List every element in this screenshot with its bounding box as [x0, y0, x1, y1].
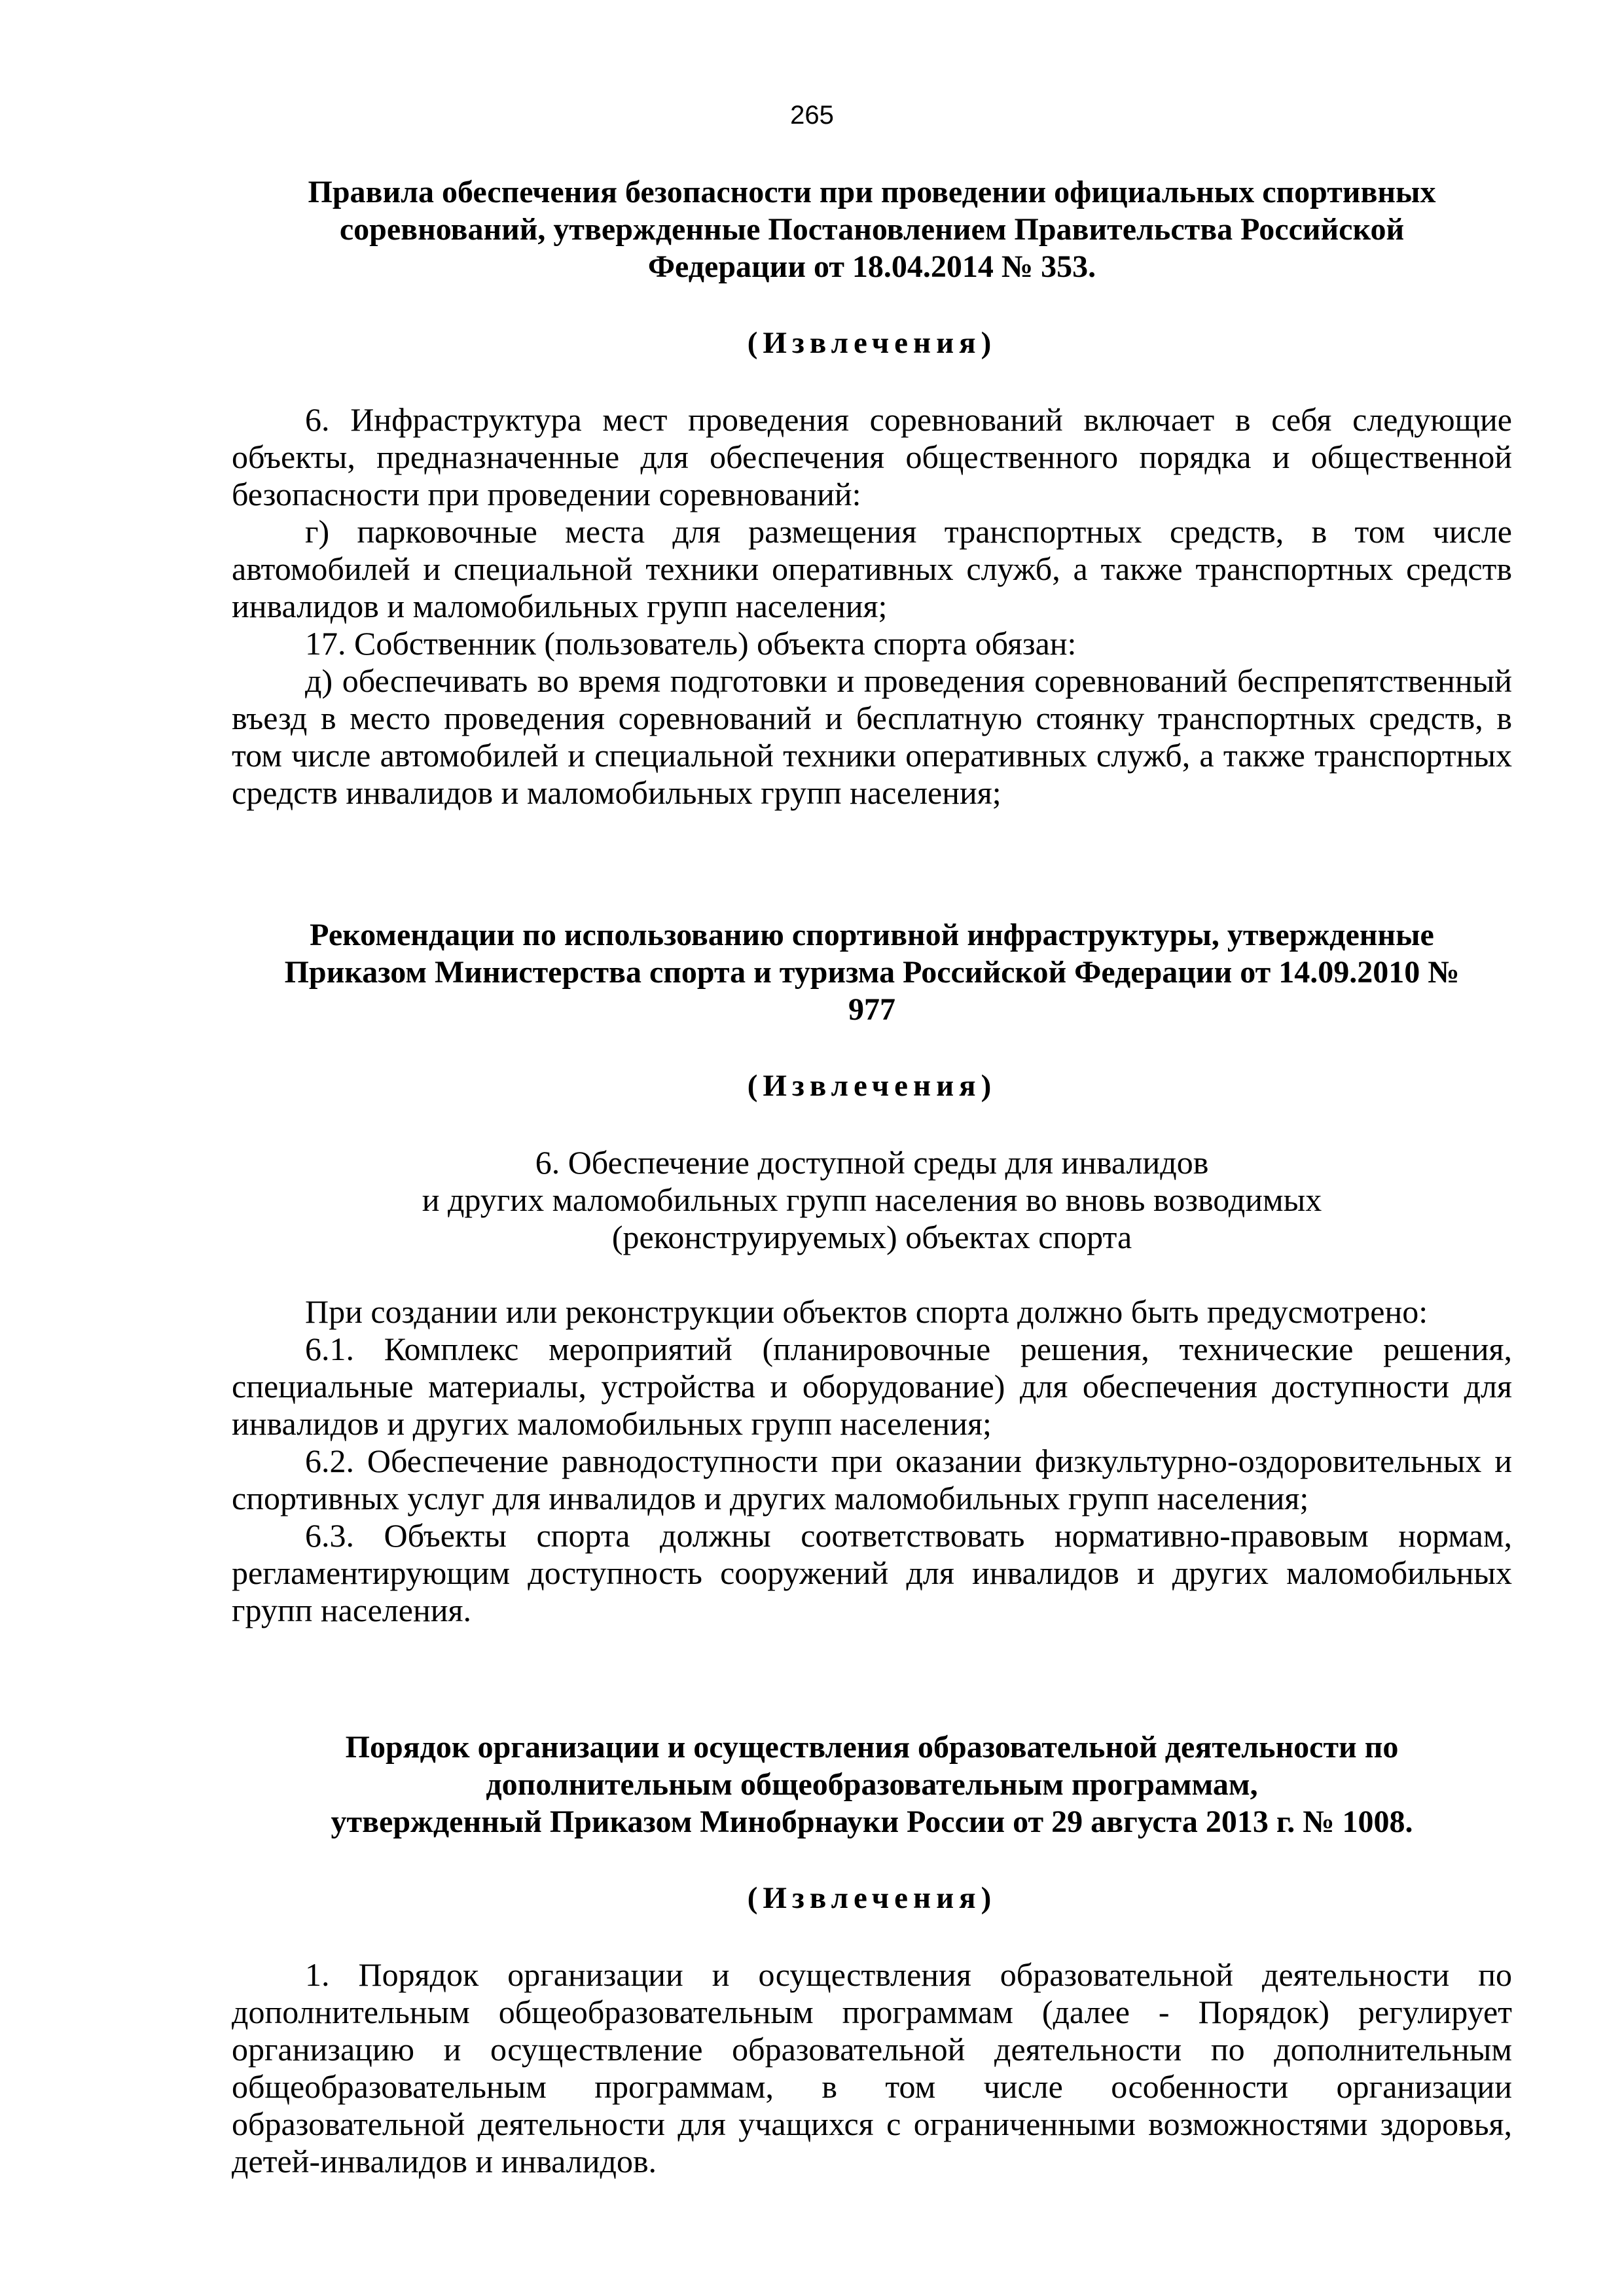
section-security-rules — [232, 173, 1512, 812]
section-title-line: соревнований, утвержденные Постановлением Правительства Российской — [339, 212, 1405, 247]
section-title-line: Приказом Министерства спорта и туризма Российской Федерации от 14.09.2010 № — [284, 955, 1460, 990]
section-sport-infrastructure-recommendations — [232, 916, 1512, 1629]
section-title-line: дополнительным общеобразовательным программам, — [486, 1767, 1258, 1802]
section-title — [232, 173, 1512, 285]
section-education-procedure — [232, 1729, 1512, 2180]
subheading-line: и других маломобильных групп населения во вновь возводимых — [422, 1181, 1322, 1218]
section-title-line: Федерации от 18.04.2014 № 353. — [647, 249, 1096, 284]
extract-label: (Извлечения) — [747, 1069, 997, 1103]
subheading-line: 6. Обеспечение доступной среды для инвалидов — [535, 1144, 1209, 1181]
subheading-line: (реконструируемых) объектах спорта — [611, 1219, 1132, 1255]
section-title-line: утвержденный Приказом Минобрнауки России от 29 августа 2013 г. № 1008. — [331, 1804, 1413, 1839]
section-title-line: Порядок организации и осуществления образовательной деятельности по — [345, 1730, 1399, 1765]
document-body — [232, 173, 1512, 2180]
paragraph: При создании или реконструкции объектов спорта должно быть предусмотрено: — [305, 1293, 1428, 1330]
page-number: 265 — [790, 101, 834, 130]
paragraph: г) парковочные места для размещения транспортных средств, в том числе автомобилей и специальной техники оперативных служб, а также транспортных средств инвалидов и маломобильных групп населения; — [232, 513, 1512, 624]
paragraph: 6.2. Обеспечение равнодоступности при оказании физкультурно-оздоровительных и спортивных услуг для инвалидов и других маломобильных групп населения; — [232, 1443, 1512, 1516]
section-title-line: Правила обеспечения безопасности при проведении официальных спортивных — [308, 175, 1436, 209]
subheading — [232, 1144, 1512, 1256]
section-title-line: Рекомендации по использованию спортивной инфраструктуры, утвержденные — [310, 918, 1434, 952]
section-title — [232, 916, 1512, 1028]
paragraph: 6. Инфраструктура мест проведения соревнований включает в себя следующие объекты, предназначенные для обеспечения общественного порядка и общественной безопасности при проведении соревнований: — [232, 401, 1512, 512]
paragraph: 17. Собственник (пользователь) объекта спорта обязан: — [305, 625, 1077, 662]
section-title — [232, 1729, 1512, 1840]
paragraph: 1. Порядок организации и осуществления образовательной деятельности по дополнительным общеобразовательным программам (далее - Порядок) регулирует организацию и осуществление образовательной деятельности по дополнительным общеобразовательным программам, в том числе особенности организации образовательной деятельности для учащихся с ограниченными возможностями здоровья, детей-инвалидов и инвалидов. — [232, 1956, 1512, 2179]
paragraph: 6.3. Объекты спорта должны соответствовать нормативно-правовым нормам, регламентирующим доступность сооружений для инвалидов и других маломобильных групп населения. — [232, 1517, 1512, 1628]
paragraph: д) обеспечивать во время подготовки и проведения соревнований беспрепятственный въезд в место проведения соревнований и бесплатную стоянку транспортных средств, в том числе автомобилей и специальной техники оперативных служб, а также транспортных средств инвалидов и маломобильных групп населения; — [232, 662, 1512, 811]
extract-label: (Извлечения) — [747, 326, 997, 360]
paragraph: 6.1. Комплекс мероприятий (планировочные решения, технические решения, специальные материалы, устройства и оборудование) для обеспечения доступности для инвалидов и других маломобильных групп населения; — [232, 1331, 1512, 1442]
extract-label: (Извлечения) — [747, 1881, 997, 1915]
section-title-line: 977 — [848, 992, 895, 1027]
